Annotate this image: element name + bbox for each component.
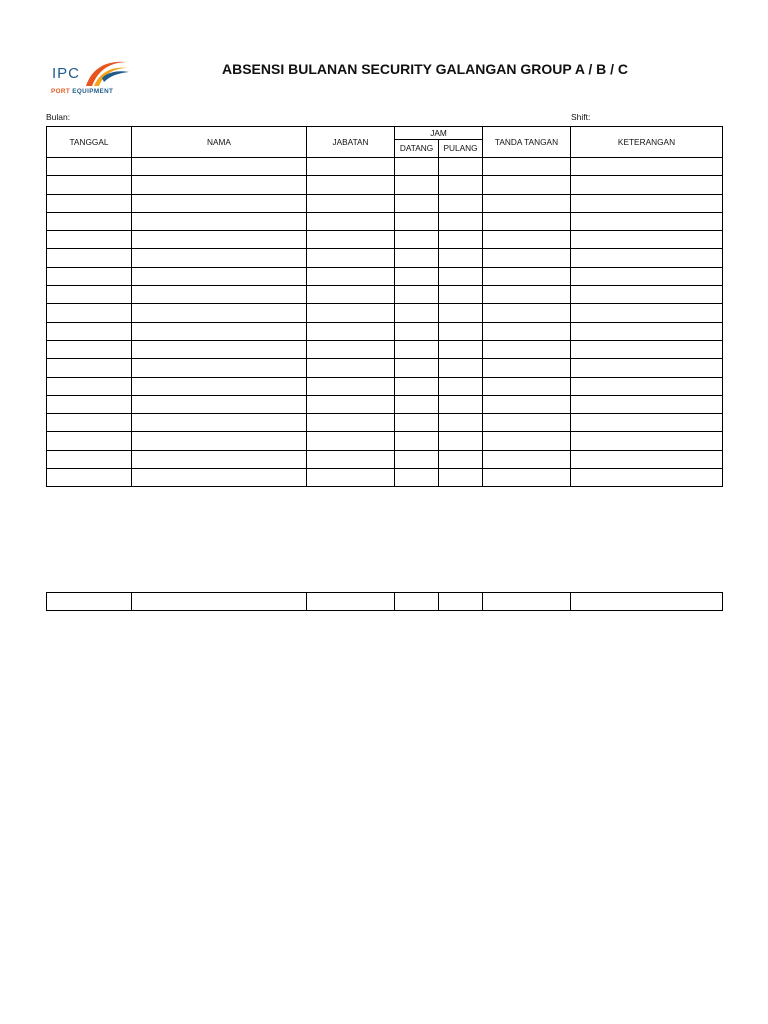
cell-datang (395, 593, 439, 611)
cell-jabatan (307, 194, 395, 212)
table-row (47, 395, 723, 413)
table-row (47, 231, 723, 249)
cell-nama (132, 267, 307, 285)
cell-tanda-tangan (483, 432, 571, 450)
cell-pulang (439, 469, 483, 487)
cell-tanggal (47, 593, 132, 611)
cell-tanda-tangan (483, 395, 571, 413)
cell-keterangan (571, 432, 723, 450)
cell-nama (132, 450, 307, 468)
cell-keterangan (571, 158, 723, 176)
cell-nama (132, 231, 307, 249)
cell-nama (132, 593, 307, 611)
cell-nama (132, 359, 307, 377)
cell-keterangan (571, 469, 723, 487)
cell-jabatan (307, 432, 395, 450)
cell-tanda-tangan (483, 286, 571, 304)
cell-tanda-tangan (483, 593, 571, 611)
cell-datang (395, 377, 439, 395)
cell-datang (395, 286, 439, 304)
cell-keterangan (571, 267, 723, 285)
cell-keterangan (571, 212, 723, 230)
header-jabatan: JABATAN (307, 127, 395, 158)
cell-pulang (439, 194, 483, 212)
cell-keterangan (571, 377, 723, 395)
header-datang: DATANG (395, 140, 439, 158)
cell-pulang (439, 304, 483, 322)
table-row (47, 267, 723, 285)
table-row (47, 158, 723, 176)
cell-tanda-tangan (483, 267, 571, 285)
cell-nama (132, 432, 307, 450)
cell-pulang (439, 286, 483, 304)
cell-keterangan (571, 414, 723, 432)
cell-keterangan (571, 340, 723, 358)
cell-tanggal (47, 158, 132, 176)
cell-tanggal (47, 267, 132, 285)
cell-nama (132, 469, 307, 487)
cell-tanggal (47, 432, 132, 450)
cell-pulang (439, 176, 483, 194)
cell-datang (395, 340, 439, 358)
cell-jabatan (307, 469, 395, 487)
table-row (47, 212, 723, 230)
footer-row (47, 593, 723, 611)
table-row (47, 194, 723, 212)
cell-tanda-tangan (483, 158, 571, 176)
table-row (47, 322, 723, 340)
cell-tanda-tangan (483, 249, 571, 267)
cell-nama (132, 377, 307, 395)
cell-datang (395, 359, 439, 377)
cell-jabatan (307, 340, 395, 358)
cell-pulang (439, 359, 483, 377)
cell-nama (132, 414, 307, 432)
cell-pulang (439, 322, 483, 340)
cell-tanda-tangan (483, 340, 571, 358)
cell-nama (132, 212, 307, 230)
cell-datang (395, 432, 439, 450)
cell-pulang (439, 212, 483, 230)
cell-jabatan (307, 395, 395, 413)
logo-brand-text: IPC (52, 65, 81, 82)
cell-keterangan (571, 304, 723, 322)
cell-pulang (439, 158, 483, 176)
cell-datang (395, 249, 439, 267)
cell-tanda-tangan (483, 231, 571, 249)
cell-datang (395, 322, 439, 340)
attendance-table (46, 126, 723, 487)
cell-jabatan (307, 450, 395, 468)
cell-jabatan (307, 593, 395, 611)
table-row (47, 176, 723, 194)
cell-jabatan (307, 158, 395, 176)
cell-tanda-tangan (483, 450, 571, 468)
table-row (47, 469, 723, 487)
cell-tanggal (47, 340, 132, 358)
cell-tanda-tangan (483, 377, 571, 395)
table-row (47, 286, 723, 304)
cell-tanda-tangan (483, 212, 571, 230)
cell-tanda-tangan (483, 304, 571, 322)
header-jam: JAM (395, 127, 483, 140)
cell-datang (395, 158, 439, 176)
cell-nama (132, 395, 307, 413)
cell-pulang (439, 414, 483, 432)
cell-jabatan (307, 286, 395, 304)
cell-pulang (439, 340, 483, 358)
cell-tanggal (47, 286, 132, 304)
footer-table (46, 592, 723, 611)
cell-tanda-tangan (483, 469, 571, 487)
cell-nama (132, 194, 307, 212)
cell-pulang (439, 249, 483, 267)
cell-datang (395, 304, 439, 322)
cell-nama (132, 249, 307, 267)
table-row (47, 249, 723, 267)
cell-keterangan (571, 176, 723, 194)
cell-tanggal (47, 249, 132, 267)
cell-datang (395, 267, 439, 285)
table-row (47, 432, 723, 450)
cell-datang (395, 231, 439, 249)
cell-pulang (439, 395, 483, 413)
table-row (47, 377, 723, 395)
cell-pulang (439, 377, 483, 395)
cell-tanggal (47, 450, 132, 468)
cell-tanggal (47, 414, 132, 432)
cell-tanggal (47, 304, 132, 322)
cell-tanda-tangan (483, 414, 571, 432)
cell-datang (395, 212, 439, 230)
header-tanggal: TANGGAL (47, 127, 132, 158)
table-row (47, 304, 723, 322)
cell-tanggal (47, 395, 132, 413)
table-row (47, 414, 723, 432)
cell-tanda-tangan (483, 176, 571, 194)
cell-tanggal (47, 377, 132, 395)
cell-pulang (439, 593, 483, 611)
table-row (47, 340, 723, 358)
cell-jabatan (307, 359, 395, 377)
cell-tanda-tangan (483, 194, 571, 212)
header-nama: NAMA (132, 127, 307, 158)
logo-subtitle: PORT EQUIPMENT (51, 88, 114, 95)
table-row (47, 359, 723, 377)
logo-swoosh-icon (84, 56, 130, 88)
cell-jabatan (307, 231, 395, 249)
cell-keterangan (571, 359, 723, 377)
cell-pulang (439, 450, 483, 468)
cell-datang (395, 176, 439, 194)
cell-jabatan (307, 176, 395, 194)
cell-nama (132, 176, 307, 194)
cell-keterangan (571, 249, 723, 267)
table-row (47, 450, 723, 468)
cell-datang (395, 450, 439, 468)
cell-keterangan (571, 194, 723, 212)
cell-keterangan (571, 593, 723, 611)
cell-pulang (439, 432, 483, 450)
cell-nama (132, 322, 307, 340)
cell-jabatan (307, 414, 395, 432)
cell-pulang (439, 231, 483, 249)
cell-tanda-tangan (483, 359, 571, 377)
bulan-label: Bulan: (46, 112, 71, 122)
cell-datang (395, 469, 439, 487)
cell-jabatan (307, 304, 395, 322)
cell-keterangan (571, 322, 723, 340)
cell-nama (132, 286, 307, 304)
cell-jabatan (307, 212, 395, 230)
cell-keterangan (571, 450, 723, 468)
cell-tanggal (47, 176, 132, 194)
cell-jabatan (307, 267, 395, 285)
cell-datang (395, 395, 439, 413)
cell-tanggal (47, 359, 132, 377)
header-keterangan: KETERANGAN (571, 127, 723, 158)
cell-keterangan (571, 286, 723, 304)
company-logo (50, 56, 132, 100)
cell-datang (395, 194, 439, 212)
cell-datang (395, 414, 439, 432)
shift-label: Shift: (571, 112, 591, 122)
cell-tanggal (47, 469, 132, 487)
cell-keterangan (571, 395, 723, 413)
cell-keterangan (571, 231, 723, 249)
cell-nama (132, 158, 307, 176)
cell-tanggal (47, 212, 132, 230)
cell-tanda-tangan (483, 322, 571, 340)
cell-nama (132, 340, 307, 358)
cell-tanggal (47, 194, 132, 212)
cell-tanggal (47, 231, 132, 249)
cell-jabatan (307, 377, 395, 395)
header-tanda-tangan: TANDA TANGAN (483, 127, 571, 158)
page-title: ABSENSI BULANAN SECURITY GALANGAN GROUP A / B / C (221, 61, 629, 77)
cell-jabatan (307, 322, 395, 340)
cell-nama (132, 304, 307, 322)
cell-pulang (439, 267, 483, 285)
cell-tanggal (47, 322, 132, 340)
cell-jabatan (307, 249, 395, 267)
header-pulang: PULANG (439, 140, 483, 158)
